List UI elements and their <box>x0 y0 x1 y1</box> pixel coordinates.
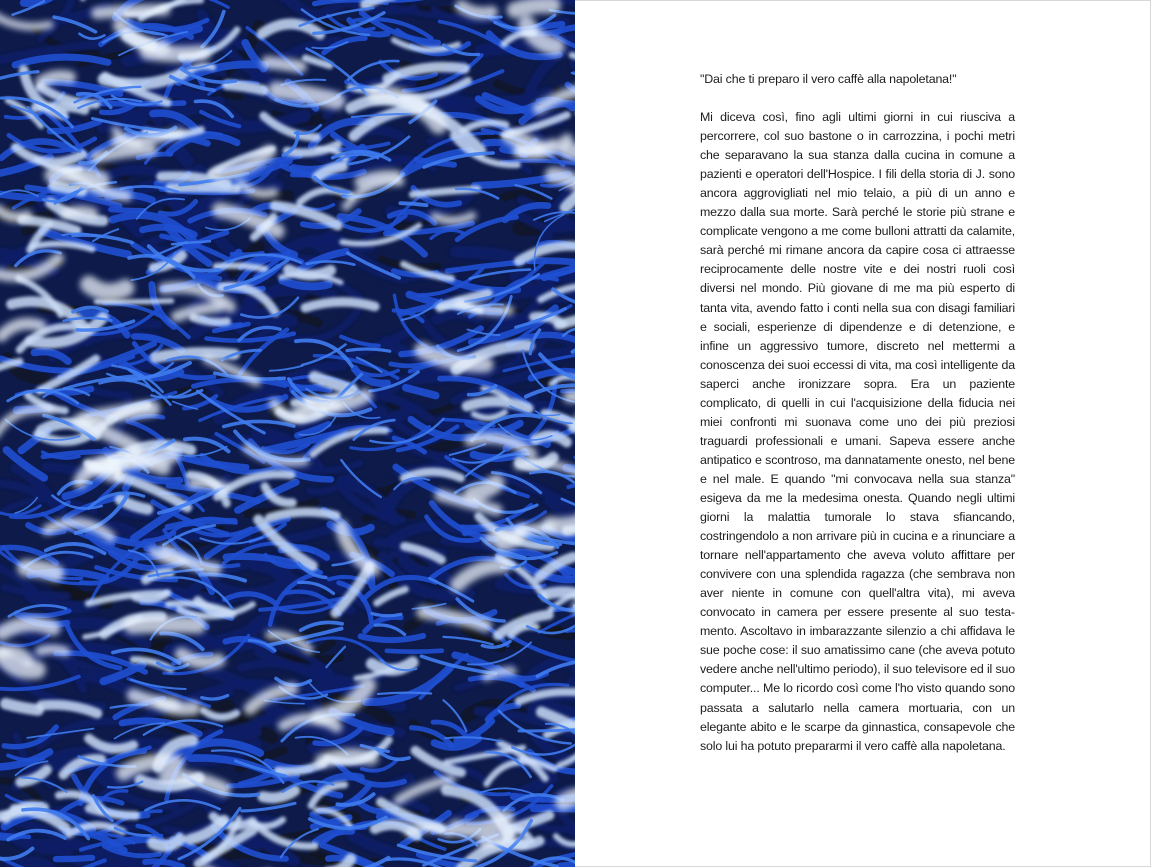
yarn-strand <box>515 5 553 10</box>
yarn-strand <box>360 176 397 182</box>
yarn-strand <box>86 409 152 420</box>
yarn-strand <box>323 756 372 761</box>
opening-quote: "Dai che ti preparo il vero caffè alla napoletana!" <box>700 72 957 86</box>
yarn-strand <box>277 90 337 101</box>
yarn-strand <box>387 651 442 652</box>
yarn-strand <box>400 203 426 205</box>
yarn-strand <box>457 252 522 259</box>
yarn-strand <box>227 85 264 90</box>
yarn-texture-image <box>0 0 575 867</box>
yarn-strand <box>6 704 38 710</box>
yarn-strand <box>216 266 265 270</box>
yarn-strand <box>193 483 224 487</box>
body-paragraph: Mi diceva così, fino agli ultimi giorni in cui riusciva a percorrere, col suo bastone o in carrozzina, i pochi metri che separavano la sua stanza dalla cucina in comune a pazienti e operatori dell'Hospice. I fili della storia di J. sono ancora aggrovigliati nel mio telaio, a più di un anno e mezzo dalla sua morte. Sarà perché le storie più strane e complicate vengono a me come bulloni attratti da calamite, sarà perché mi rimane ancora da capire cosa ci attraesse reciprocamente delle nostre vite e dei nostri ruoli così diversi nel mondo. Più giovane di me ma più esperto di tanta vita, avendo fatto i conti nella sua con disagi familiari e sociali, esperienze di dipendenze e di detenzione, e infine un aggressivo tumore, discreto nel mettermi a conoscenza dei suoi eccessi di vita, ma così intelligente da saperci anche ironizzare sopra. Era un paziente complicato, di quelli in cui l'acquisizione della fiducia nei miei confronti mi suonava come uno dei più preziosi traguardi professionali e umani. Sapeva essere anche antipatico e scontroso, ma dannatamente onesto, nel bene e nel male. E quando "mi convocava nella sua stanza" esigeva da me la medesima onesta. Quando negli ultimi giorni la malattia tumorale lo stava sfiancando, costringendolo a non arrivare più in cucina e a rinunciare a tornare nell'appartamento che aveva voluto affittare per convivere con una splendida ragazza (che sembrava non aver niente in comune con quell'altra vita), mi aveva convocato in camera per essere presente al suo testamento. Ascoltavo in imbarazzante silenzio a chi affidava le sue poche cose: il suo amatissimo cane (che aveva potuto vedere anche nell'ultimo periodo), il suo televisore ed il suo computer... Me lo ricordo così come l'ho visto quando sono passata a salutarlo nella camera mortuaria, con un elegante abito e le scarpe da ginnastica, consapevole che solo lui ha potuto prepararmi il vero caffè alla napoletana. <box>700 110 1015 753</box>
text-column <box>700 70 1015 756</box>
yarn-strand <box>132 624 198 625</box>
yarn-strand <box>41 76 70 82</box>
yarn-strand <box>148 52 203 54</box>
yarn-strand <box>2 624 53 633</box>
yarn-strand <box>56 858 92 859</box>
yarn-strand <box>89 284 126 292</box>
yarn-strand <box>40 649 66 651</box>
yarn-strand <box>111 210 144 211</box>
yarn-photo-page <box>0 0 575 867</box>
yarn-strand <box>434 216 472 221</box>
yarn-strand <box>410 827 449 832</box>
yarn-strand <box>563 795 575 805</box>
yarn-strand <box>473 483 496 494</box>
yarn-strand <box>96 150 151 157</box>
yarn-strand <box>461 6 492 13</box>
text-page <box>575 0 1151 867</box>
yarn-strand <box>193 318 227 323</box>
yarn-strand <box>161 704 194 709</box>
yarn-strand <box>97 10 165 13</box>
yarn-strand <box>26 568 56 573</box>
yarn-strand <box>153 839 180 846</box>
yarn-strand <box>182 654 219 662</box>
yarn-strand <box>288 270 331 275</box>
yarn-strand <box>268 62 301 66</box>
yarn-strand <box>66 211 93 214</box>
